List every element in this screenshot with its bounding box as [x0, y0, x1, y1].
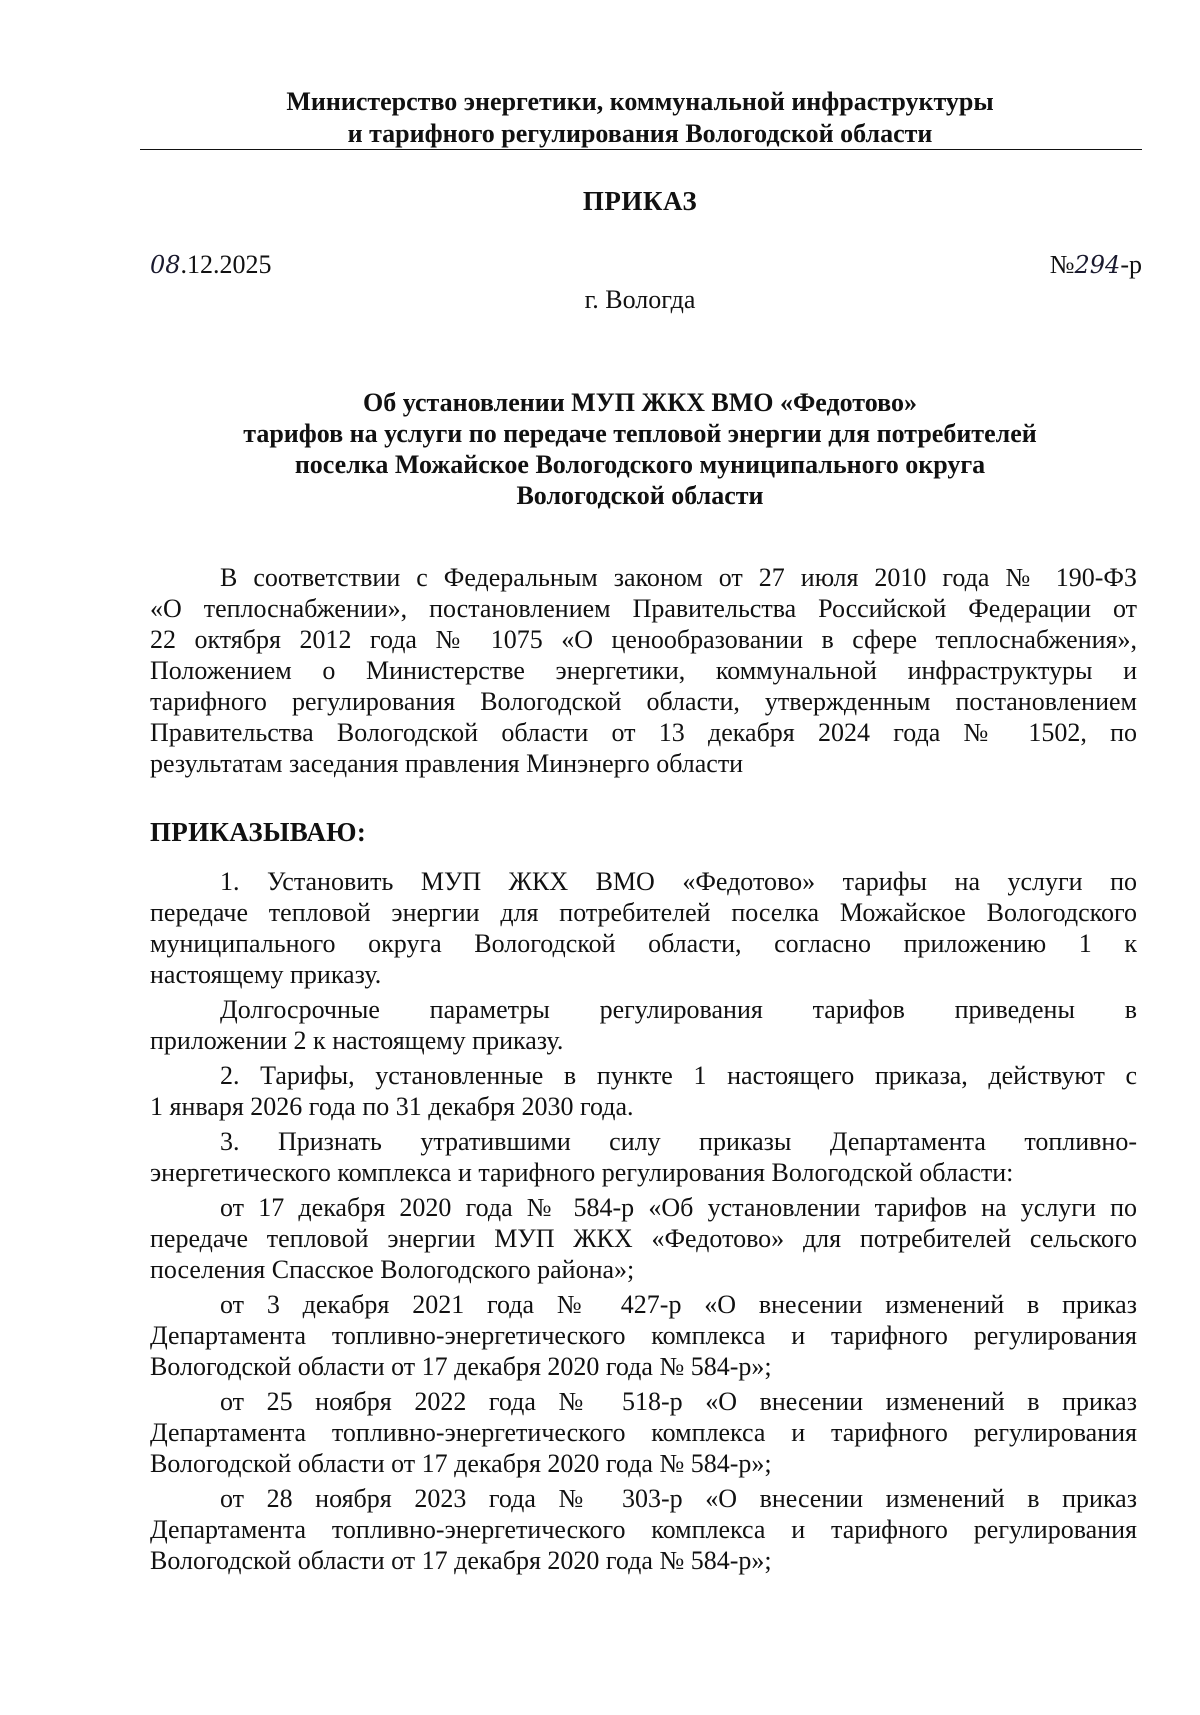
body-line: Вологодской области от 17 декабря 2020 года № 584-р»;: [150, 1352, 772, 1381]
body-line: 2. Тарифы, установленные в пункте 1 настоящего приказа, действуют с: [220, 1061, 1137, 1090]
body-line: передаче тепловой энергии МУП ЖКХ «Федотово» для потребителей сельского: [150, 1224, 1137, 1253]
number-prefix: №: [1049, 250, 1075, 279]
subject-line-1: Об установлении МУП ЖКХ ВМО «Федотово»: [363, 388, 917, 417]
body-line: передаче тепловой энергии для потребителей поселка Можайское Вологодского: [150, 898, 1137, 927]
body-line: настоящему приказу.: [150, 960, 382, 989]
body-line: Вологодской области от 17 декабря 2020 года № 584-р»;: [150, 1546, 772, 1575]
body-line: приложении 2 к настоящему приказу.: [150, 1026, 564, 1055]
preamble-line: «О теплоснабжении», постановлением Правительства Российской Федерации от: [150, 594, 1137, 623]
handwritten-number: 294: [1074, 251, 1121, 279]
subject-line-3: поселка Можайское Вологодского муниципального округа: [294, 450, 986, 479]
body-line: Вологодской области от 17 декабря 2020 года № 584-р»;: [150, 1449, 772, 1478]
document-city: г. Вологда: [584, 285, 696, 314]
body-line: энергетического комплекса и тарифного регулирования Вологодской области:: [150, 1158, 1014, 1187]
body-line: от 25 ноября 2022 года № 518-р «О внесении изменений в приказ: [220, 1387, 1137, 1416]
document-type-title: ПРИКАЗ: [582, 186, 698, 216]
preamble-line: Положением о Министерстве энергетики, коммунальной инфраструктуры и: [150, 656, 1137, 685]
handwritten-day: 08: [150, 251, 181, 279]
body-line: от 28 ноября 2023 года № 303-р «О внесении изменений в приказ: [220, 1484, 1137, 1513]
body-line: 1. Установить МУП ЖКХ ВМО «Федотово» тарифы на услуги по: [220, 867, 1137, 896]
date-rest: .12.2025: [180, 250, 272, 279]
body-line: Департамента топливно-энергетического комплекса и тарифного регулирования: [150, 1515, 1137, 1544]
body-line: поселения Спасское Вологодского района»;: [150, 1255, 635, 1284]
document-date: [150, 250, 272, 280]
order-directive: ПРИКАЗЫВАЮ:: [150, 817, 367, 847]
document-number: [1050, 250, 1142, 280]
preamble-line: Правительства Вологодской области от 13 декабря 2024 года № 1502, по: [150, 718, 1137, 747]
body-line: Долгосрочные параметры регулирования тарифов приведены в: [220, 995, 1137, 1024]
preamble-line: результатам заседания правления Минэнерго области: [150, 749, 744, 778]
body-line: Департамента топливно-энергетического комплекса и тарифного регулирования: [150, 1321, 1137, 1350]
header-divider: [140, 149, 1142, 150]
number-suffix: -р: [1120, 250, 1142, 279]
subject-line-4: Вологодской области: [516, 481, 764, 510]
body-line: муниципального округа Вологодской области, согласно приложению 1 к: [150, 929, 1137, 958]
subject-line-2: тарифов на услуги по передаче тепловой энергии для потребителей: [243, 419, 1037, 448]
preamble-line: 22 октября 2012 года № 1075 «О ценообразовании в сфере теплоснабжения»,: [150, 625, 1137, 654]
ministry-name-line1: Министерство энергетики, коммунальной инфраструктуры: [286, 87, 994, 116]
body-line: 3. Признать утратившими силу приказы Департамента топливно-: [220, 1127, 1137, 1156]
preamble-line: В соответствии с Федеральным законом от 27 июля 2010 года № 190-ФЗ: [220, 563, 1137, 592]
body-line: Департамента топливно-энергетического комплекса и тарифного регулирования: [150, 1418, 1137, 1447]
preamble-line: тарифного регулирования Вологодской области, утвержденным постановлением: [150, 687, 1137, 716]
body-line: 1 января 2026 года по 31 декабря 2030 года.: [150, 1092, 634, 1121]
body-line: от 17 декабря 2020 года № 584-р «Об установлении тарифов на услуги по: [220, 1193, 1137, 1222]
body-line: от 3 декабря 2021 года № 427-р «О внесении изменений в приказ: [220, 1290, 1137, 1319]
ministry-name-line2: и тарифного регулирования Вологодской области: [347, 119, 933, 148]
